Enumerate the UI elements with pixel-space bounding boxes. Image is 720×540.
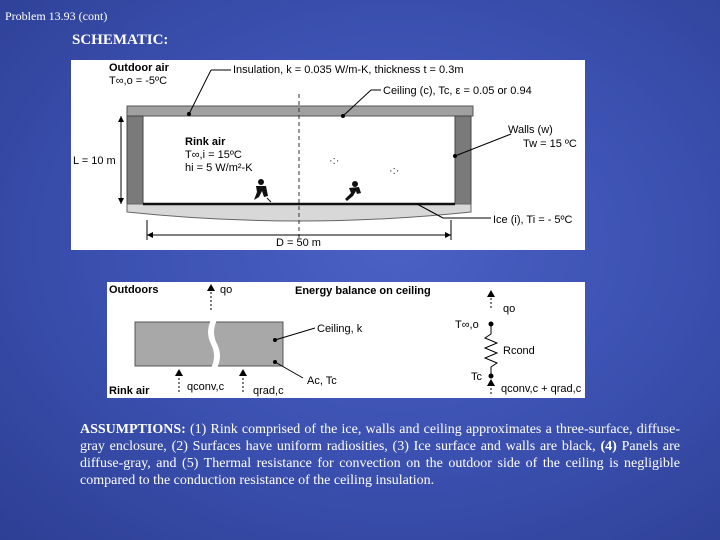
circuit-qo-label: qo bbox=[503, 303, 516, 315]
schematic-heading: SCHEMATIC: bbox=[72, 32, 169, 48]
insulation-layer bbox=[127, 106, 473, 116]
node-bottom bbox=[489, 374, 494, 379]
qconv-label: qconv,c bbox=[187, 381, 225, 393]
right-wall bbox=[455, 116, 471, 204]
ice-label: Ice (i), Ti = - 5ºC bbox=[493, 214, 573, 226]
outdoor-air-label: Outdoor air bbox=[109, 62, 169, 74]
rink-coef-label: hi = 5 W/m²-K bbox=[185, 162, 253, 174]
walls-label: Walls (w) bbox=[508, 124, 553, 136]
rink-schematic-panel bbox=[71, 60, 585, 250]
qo-label: qo bbox=[220, 284, 233, 296]
rcond-label: Rcond bbox=[503, 345, 535, 357]
circuit-t-top-label: T∞,o bbox=[455, 319, 479, 331]
outdoors-label: Outdoors bbox=[109, 284, 159, 296]
assumptions-part1: (1) Rink comprised of the ice, walls and ceiling approximates a three-surface, diffuse-gray enclosure, (2) Surfaces have uniform radiosities, (3) Ice surface and walls are black, bbox=[80, 422, 680, 454]
svg-text:·:·: ·:· bbox=[389, 165, 400, 177]
energy-balance-title: Energy balance on ceiling bbox=[295, 285, 431, 297]
puck-icons bbox=[329, 155, 399, 177]
skater-icon-1 bbox=[254, 179, 271, 202]
rink-air-label: Rink air bbox=[185, 136, 226, 148]
qrad-label: qrad,c bbox=[253, 385, 284, 397]
svg-text:·:·: ·:· bbox=[329, 155, 340, 167]
node-top bbox=[489, 322, 494, 327]
ceiling-label: Ceiling (c), Tc, ε = 0.05 or 0.94 bbox=[383, 85, 532, 97]
energy-balance-panel bbox=[107, 282, 585, 398]
rink-schematic bbox=[71, 60, 585, 250]
resistor bbox=[485, 326, 497, 374]
circuit-q-bottom-label: qconv,c + qrad,c bbox=[501, 383, 582, 395]
width-label: D = 50 m bbox=[276, 237, 321, 249]
assumptions-part4-label: (4) bbox=[600, 439, 617, 454]
assumptions-label: ASSUMPTIONS: bbox=[80, 422, 186, 437]
outdoor-temp-label: T∞,o = -5ºC bbox=[109, 75, 168, 87]
rink-air-label-2: Rink air bbox=[109, 385, 150, 397]
rink-temp-label: T∞,i = 15ºC bbox=[185, 149, 242, 161]
skater-icon-2 bbox=[345, 181, 361, 201]
area-temp-label: Ac, Tc bbox=[307, 375, 337, 387]
left-wall bbox=[127, 116, 143, 204]
slide-header: Problem 13.93 (cont) bbox=[5, 9, 108, 23]
ceiling-k-label: Ceiling, k bbox=[317, 323, 363, 335]
assumptions-part2: Panels are diffuse-gray, and (5) Thermal resistance for convection on the outdoor side of the ceiling is negligible compared to the conduction resistance of the ceiling insulation. bbox=[80, 439, 680, 488]
height-label: L = 10 m bbox=[73, 155, 116, 167]
insulation-label: Insulation, k = 0.035 W/m-K, thickness t = 0.3m bbox=[233, 64, 464, 76]
energy-balance-diagram bbox=[107, 282, 585, 398]
assumptions-text bbox=[80, 421, 680, 489]
walls-temp-label: Tw = 15 ºC bbox=[523, 138, 577, 150]
circuit-tc-label: Tc bbox=[471, 371, 482, 383]
